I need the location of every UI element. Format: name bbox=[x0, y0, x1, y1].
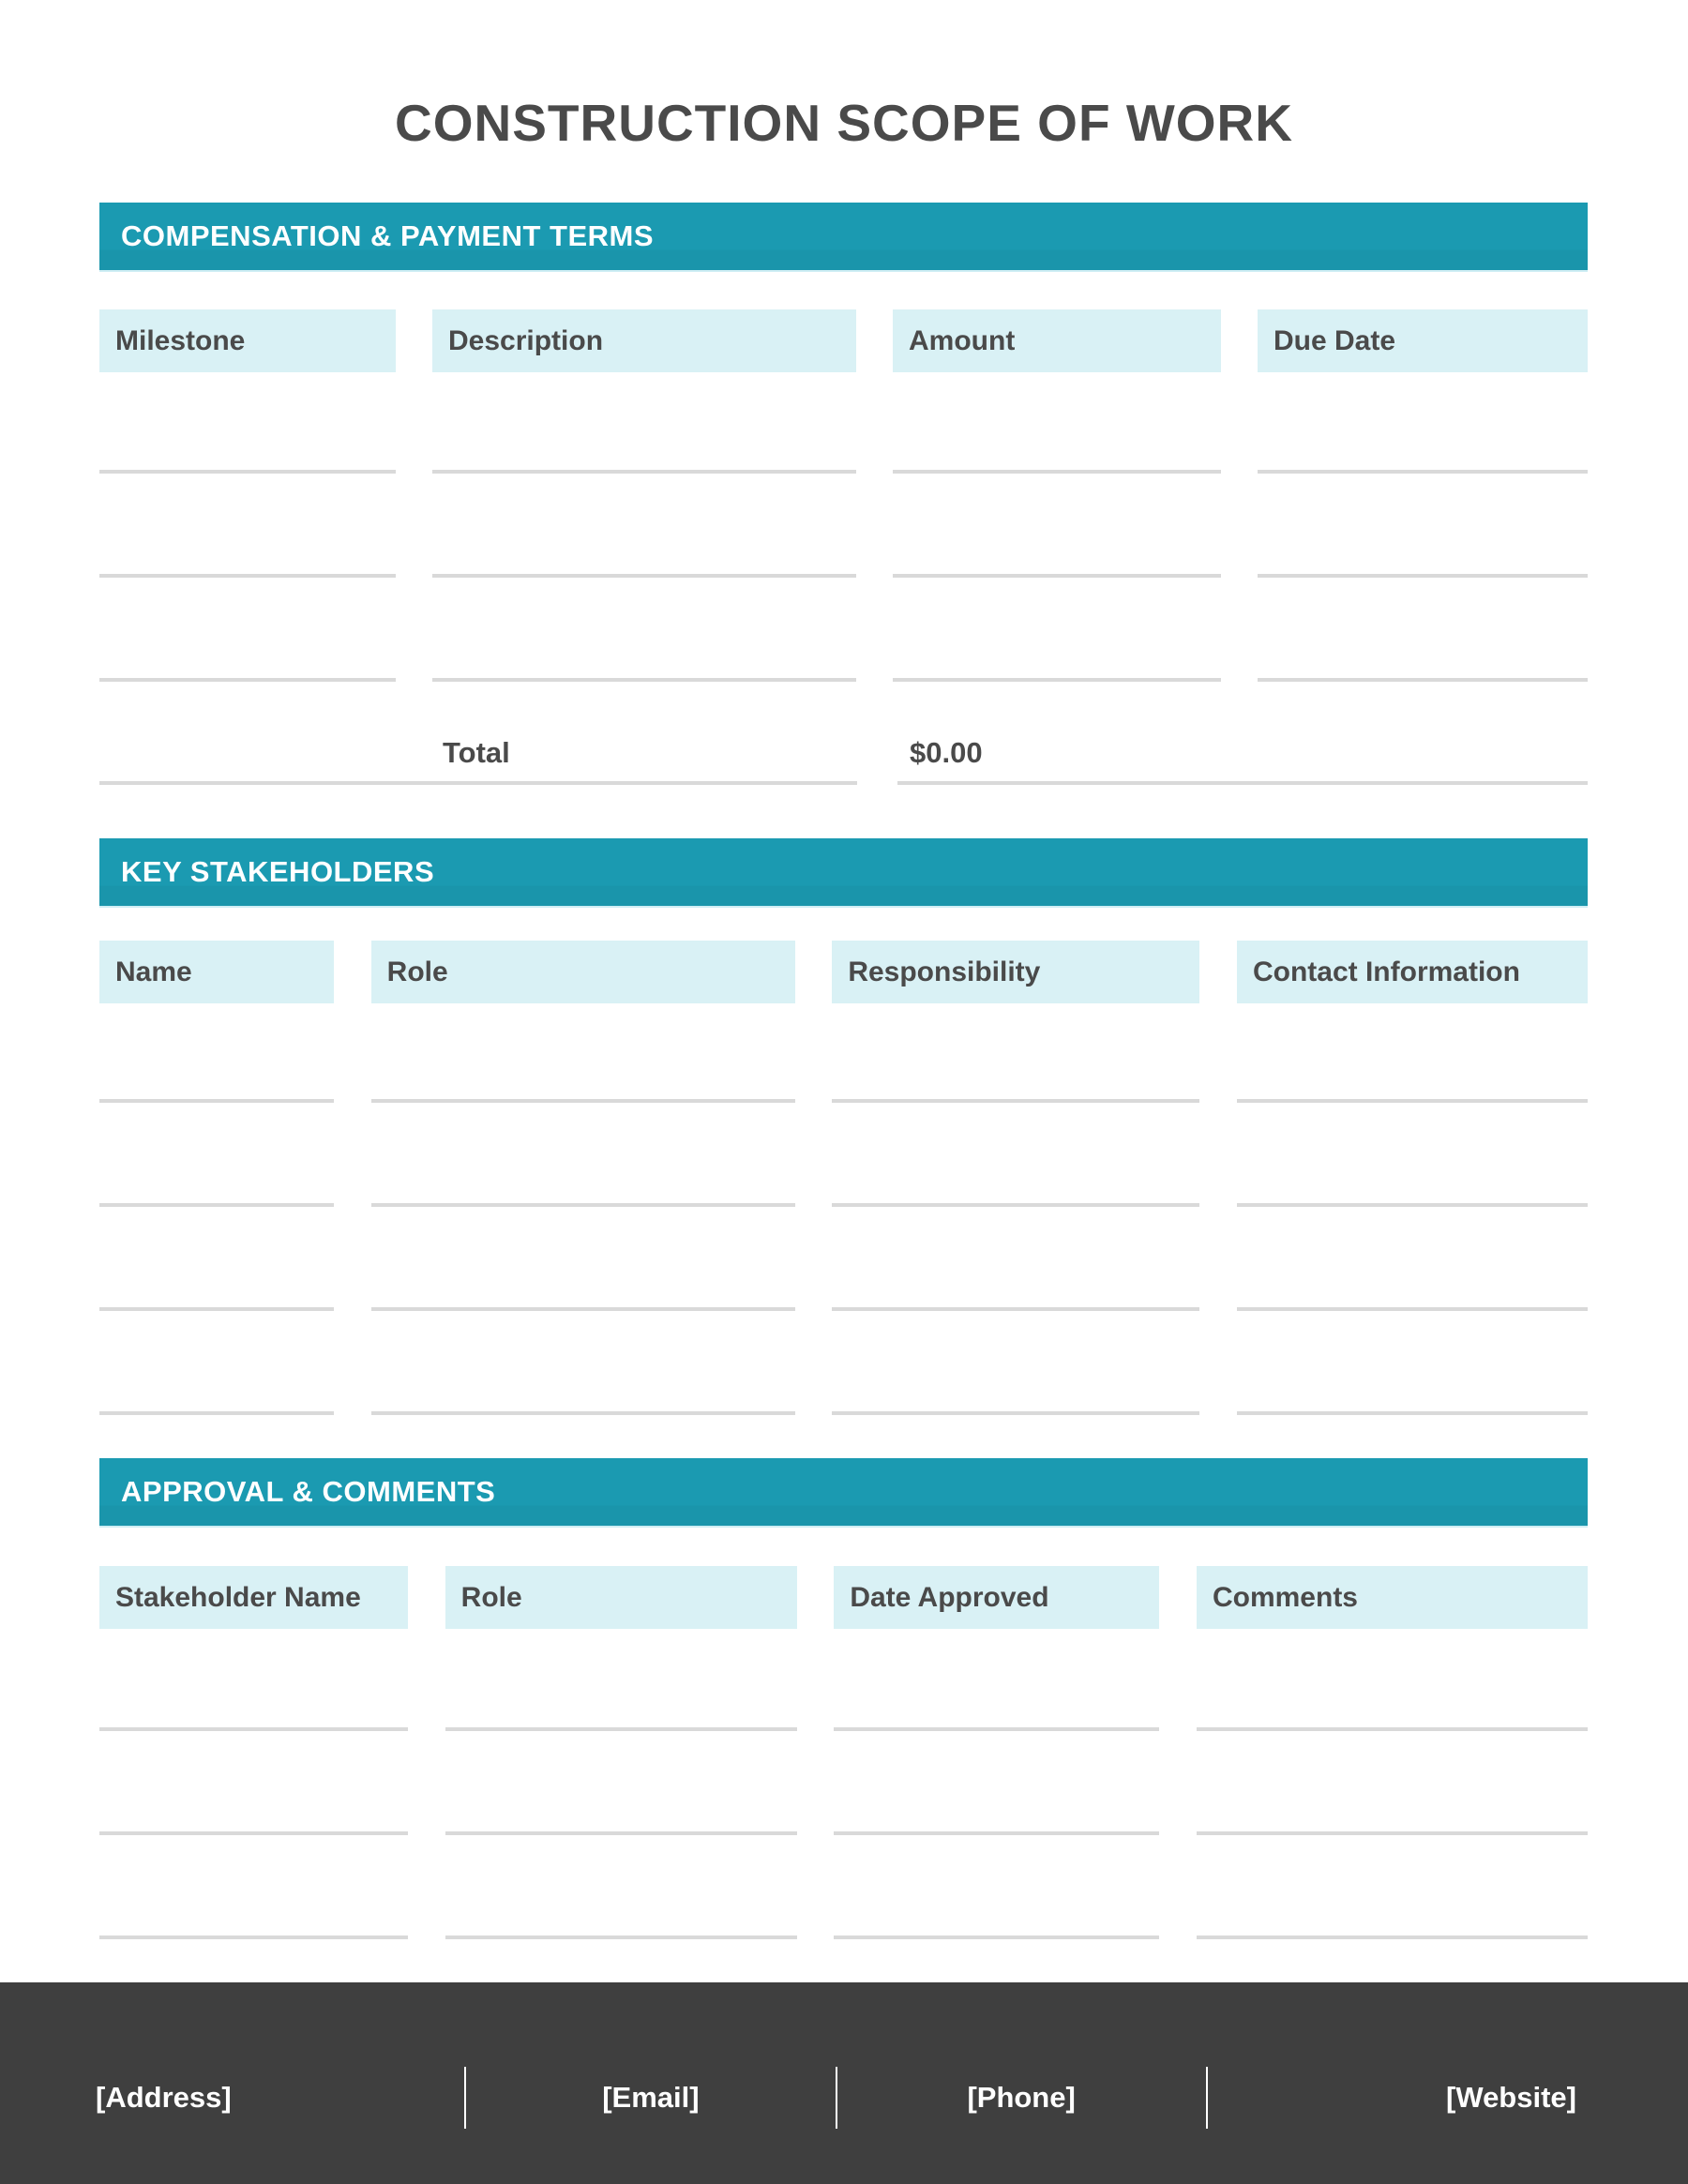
field-line-comments[interactable] bbox=[1197, 1727, 1588, 1731]
blank-row bbox=[99, 1311, 1588, 1415]
column-header-date-approved: Date Approved bbox=[834, 1566, 1159, 1629]
field-line-description[interactable] bbox=[432, 470, 856, 474]
field-line-role[interactable] bbox=[371, 1203, 795, 1207]
field-line-name[interactable] bbox=[99, 1203, 334, 1207]
column-header-comments: Comments bbox=[1197, 1566, 1588, 1629]
field-line-responsibility[interactable] bbox=[832, 1411, 1199, 1415]
page-footer bbox=[0, 1982, 1688, 2184]
blank-row bbox=[99, 1835, 1588, 1939]
field-line-role[interactable] bbox=[445, 1935, 797, 1939]
field-line-date-approved[interactable] bbox=[834, 1831, 1159, 1835]
field-line-stakeholder-name[interactable] bbox=[99, 1727, 408, 1731]
blank-row bbox=[99, 474, 1588, 578]
field-line-amount[interactable] bbox=[893, 470, 1221, 474]
blank-row bbox=[99, 1207, 1588, 1311]
field-line-name[interactable] bbox=[99, 1411, 334, 1415]
column-header-row bbox=[99, 1566, 1588, 1629]
field-line-responsibility[interactable] bbox=[832, 1099, 1199, 1103]
field-line-name[interactable] bbox=[99, 1099, 334, 1103]
field-line-role[interactable] bbox=[445, 1727, 797, 1731]
total-row bbox=[99, 682, 1588, 785]
column-header-amount: Amount bbox=[893, 309, 1221, 372]
column-header-milestone: Milestone bbox=[99, 309, 396, 372]
field-line-stakeholder-name[interactable] bbox=[99, 1935, 408, 1939]
page-title: CONSTRUCTION SCOPE OF WORK bbox=[395, 94, 1293, 152]
column-header-contact-info: Contact Information bbox=[1237, 941, 1588, 1003]
column-header-row bbox=[99, 941, 1588, 1003]
footer-email-placeholder[interactable]: [Email] bbox=[602, 2080, 700, 2114]
field-line-role[interactable] bbox=[371, 1411, 795, 1415]
field-line-role[interactable] bbox=[445, 1831, 797, 1835]
field-line-responsibility[interactable] bbox=[832, 1307, 1199, 1311]
blank-row bbox=[99, 1003, 1588, 1103]
column-header-description: Description bbox=[432, 309, 856, 372]
field-line-amount[interactable] bbox=[893, 574, 1221, 578]
total-value: $0.00 bbox=[910, 736, 983, 769]
blank-row bbox=[99, 1103, 1588, 1207]
section-approval bbox=[99, 1458, 1588, 1939]
field-line-date-approved[interactable] bbox=[834, 1935, 1159, 1939]
footer-address-placeholder[interactable]: [Address] bbox=[96, 2080, 232, 2114]
field-line-milestone[interactable] bbox=[99, 470, 396, 474]
section-stakeholders bbox=[99, 838, 1588, 1415]
blank-row bbox=[99, 1731, 1588, 1835]
field-line-name[interactable] bbox=[99, 1307, 334, 1311]
field-line-comments[interactable] bbox=[1197, 1935, 1588, 1939]
field-line-contact-info[interactable] bbox=[1237, 1411, 1588, 1415]
field-line-stakeholder-name[interactable] bbox=[99, 1831, 408, 1835]
blank-row bbox=[99, 578, 1588, 682]
blank-row bbox=[99, 1629, 1588, 1731]
column-header-role: Role bbox=[371, 941, 795, 1003]
footer-phone-placeholder[interactable]: [Phone] bbox=[967, 2080, 1076, 2114]
field-line-total-right[interactable] bbox=[897, 781, 1588, 785]
section-compensation bbox=[99, 203, 1588, 785]
footer-website-placeholder[interactable]: [Website] bbox=[1446, 2080, 1576, 2114]
field-line-milestone[interactable] bbox=[99, 574, 396, 578]
field-line-contact-info[interactable] bbox=[1237, 1203, 1588, 1207]
column-header-stakeholder-name: Stakeholder Name bbox=[99, 1566, 408, 1629]
document-content bbox=[99, 203, 1588, 1939]
column-header-role: Role bbox=[445, 1566, 797, 1629]
total-label: Total bbox=[443, 736, 510, 769]
field-line-due-date[interactable] bbox=[1258, 470, 1588, 474]
column-header-row bbox=[99, 309, 1588, 372]
field-line-description[interactable] bbox=[432, 574, 856, 578]
field-line-due-date[interactable] bbox=[1258, 574, 1588, 578]
field-line-responsibility[interactable] bbox=[832, 1203, 1199, 1207]
field-line-total-left[interactable] bbox=[99, 781, 857, 785]
section-header-compensation: COMPENSATION & PAYMENT TERMS bbox=[99, 203, 1588, 272]
blank-row bbox=[99, 372, 1588, 474]
column-header-name: Name bbox=[99, 941, 334, 1003]
column-header-responsibility: Responsibility bbox=[832, 941, 1199, 1003]
field-line-contact-info[interactable] bbox=[1237, 1307, 1588, 1311]
section-header-stakeholders: KEY STAKEHOLDERS bbox=[99, 838, 1588, 908]
field-line-contact-info[interactable] bbox=[1237, 1099, 1588, 1103]
section-header-approval: APPROVAL & COMMENTS bbox=[99, 1458, 1588, 1528]
field-line-role[interactable] bbox=[371, 1307, 795, 1311]
field-line-date-approved[interactable] bbox=[834, 1727, 1159, 1731]
column-header-due-date: Due Date bbox=[1258, 309, 1588, 372]
field-line-comments[interactable] bbox=[1197, 1831, 1588, 1835]
field-line-role[interactable] bbox=[371, 1099, 795, 1103]
